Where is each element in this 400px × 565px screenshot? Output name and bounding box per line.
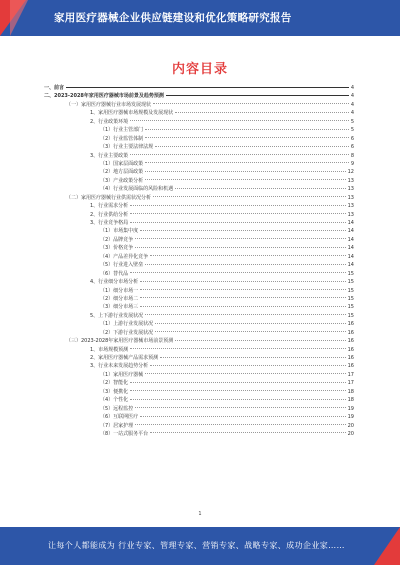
toc-entry-page: 13 [347,177,354,184]
toc-entry-label: （6）互联网医疗 [100,414,139,421]
toc-entry[interactable] [44,227,354,235]
toc-entry-page: 4 [350,110,354,117]
toc-entry-label: （2）细分市场二 [100,295,139,302]
toc-entry-label: 2、行业政策环境 [90,118,129,125]
toc-entry-label: （1）上游行业发展状况 [100,321,154,328]
toc-entry-label: （2）行业监管体制 [100,135,144,142]
toc-entry[interactable] [44,413,354,421]
toc-leader-dots [175,340,345,341]
toc-leader-dots [155,323,345,324]
toc-entry[interactable] [44,152,354,160]
toc-entry-page: 14 [347,236,354,243]
toc-entry[interactable] [44,396,354,404]
toc-entry-page: 19 [347,405,354,412]
toc-entry-label: （1）市场集中度 [100,228,139,235]
toc-entry-label: 3、行业主要政策 [90,152,129,159]
toc-entry-label: （3）产业政策分析 [100,177,144,184]
toc-entry[interactable] [44,92,354,100]
toc-leader-dots [135,238,345,239]
toc-entry[interactable] [44,143,354,151]
toc-entry[interactable] [44,270,354,278]
toc-entry[interactable] [44,312,354,320]
toc-entry-page: 16 [347,346,354,353]
toc-entry-page: 4 [350,93,354,100]
toc-entry-page: 5 [350,118,354,125]
toc-entry-page: 15 [347,279,354,286]
toc-entry-label: （一）家用医疗器械行业市场发展现状 [66,101,152,108]
toc-entry[interactable] [44,371,354,379]
toc-entry-page: 20 [347,430,354,437]
toc-entry[interactable] [44,84,354,92]
toc-leader-dots [175,112,349,113]
footer-slogan: 让每个人都能成为 行业专家、管理专家、营销专家、战略专家、成功企业家…… [48,541,345,550]
toc-entry-label: （4）产品差异化竞争 [100,253,149,260]
toc-entry-label: （5）远程监控 [100,405,134,412]
toc-entry-label: （7）居家护理 [100,422,134,429]
toc-entry-label: （3）便携化 [100,388,129,395]
toc-leader-dots [145,171,345,172]
toc-entry-page: 13 [347,211,354,218]
toc-entry[interactable] [44,244,354,252]
page-number: 1 [198,511,202,517]
toc-entry-page: 16 [347,321,354,328]
toc-entry[interactable] [44,253,354,261]
toc-entry[interactable] [44,236,354,244]
toc-entry-label: （2）下游行业发展状况 [100,329,154,336]
toc-entry-page: 13 [347,194,354,201]
toc-entry-page: 17 [347,380,354,387]
toc-entry-label: 2、行业供给分析 [90,211,129,218]
toc-leader-dots [145,179,345,180]
toc-entry[interactable] [44,219,354,227]
toc-leader-dots [130,154,349,155]
toc-entry-label: （三）2023-2028年家用医疗器械市场前景预测 [66,338,174,345]
toc-leader-dots [166,95,349,96]
toc-leader-dots [145,137,349,138]
toc-entry-page: 16 [347,338,354,345]
toc-entry-label: （3）细分市场三 [100,304,139,311]
toc-leader-dots [135,424,345,425]
toc-entry-label: （4）行业发展面临的风险和机遇 [100,186,174,193]
toc-entry-label: 5、上下游行业发展状况 [90,312,144,319]
toc-entry[interactable] [44,362,354,370]
toc-entry-label: （5）行业进入壁垒 [100,262,144,269]
toc-entry[interactable] [44,346,354,354]
toc-entry[interactable] [44,303,354,311]
toc-leader-dots [130,390,345,391]
toc-entry-label: 二、2023-2028年家用医疗器械市场前景及趋势预测 [44,93,164,100]
toc-leader-dots [135,247,345,248]
toc-entry-page: 8 [350,152,354,159]
toc-entry[interactable] [44,101,354,109]
toc-entry[interactable] [44,177,354,185]
toc-leader-dots [160,357,345,358]
toc-entry-page: 15 [347,295,354,302]
toc-entry[interactable] [44,388,354,396]
toc-entry-page: 5 [350,127,354,134]
toc-entry-label: 3、行业未来发展趋势分析 [90,363,149,370]
toc-entry-page: 13 [347,186,354,193]
toc-entry[interactable] [44,422,354,430]
toc-leader-dots [140,416,345,417]
toc-entry-page: 16 [347,355,354,361]
toc-entry[interactable] [44,295,354,303]
toc-heading: 内容目录 [171,62,228,77]
toc-entry-page: 4 [350,85,354,91]
toc-entry-label: （3）行业主要法律法规 [100,144,154,151]
toc-entry-page: 9 [350,160,354,167]
toc-leader-dots [150,255,345,256]
toc-entry-page: 14 [347,262,354,269]
toc-leader-dots [150,432,345,433]
toc-leader-dots [130,205,345,206]
toc-entry[interactable] [44,287,354,295]
toc-entry-page: 14 [347,228,354,235]
toc-leader-dots [130,399,345,400]
toc-entry[interactable] [44,185,354,193]
toc-entry[interactable] [44,405,354,413]
toc-entry[interactable] [44,354,354,362]
toc-entry-page: 6 [350,144,354,151]
toc-entry-label: 一、前言 [44,85,65,91]
toc-entry-page: 16 [347,363,354,370]
toc-entry-label: 1、行业需求分析 [90,203,129,210]
toc-leader-dots [150,365,345,366]
toc-entry-label: 1、家用医疗器械市场规模及发展现状 [90,110,174,117]
toc-entry-page: 15 [347,304,354,311]
toc-entry-page: 18 [347,388,354,395]
toc-leader-dots [130,348,345,349]
header-accent-stripe [10,0,28,36]
toc-entry-label: （8）一站式服务平台 [100,430,149,437]
toc-entry[interactable] [44,337,354,345]
toc-entry[interactable] [44,160,354,168]
toc-entry[interactable] [44,261,354,269]
toc-leader-dots [145,129,349,130]
toc-entry-page: 15 [347,270,354,277]
toc-leader-dots [140,306,345,307]
toc-entry-page: 14 [347,245,354,252]
toc-entry[interactable] [44,168,354,176]
toc-leader-dots [135,407,345,408]
toc-leader-dots [130,213,345,214]
toc-entry-page: 14 [347,220,354,226]
toc-leader-dots [140,289,345,290]
toc-leader-dots [155,331,345,332]
toc-leader-dots [145,264,345,265]
toc-leader-dots [130,272,345,273]
toc-leader-dots [155,146,349,147]
toc-entry[interactable] [44,135,354,143]
toc-entry-page: 18 [347,397,354,404]
toc-entry-label: 3、行业竞争格局 [90,220,129,226]
toc-leader-dots [140,297,345,298]
toc-leader-dots [130,120,349,121]
toc-entry[interactable] [44,320,354,328]
toc-entry-page: 16 [347,329,354,336]
toc-entry[interactable] [44,126,354,134]
toc-entry-label: （1）家用医疗器械 [100,371,144,378]
toc-entry[interactable] [44,194,354,202]
page-footer [0,527,400,565]
toc-entry[interactable] [44,109,354,117]
toc-entry[interactable] [44,329,354,337]
toc-leader-dots [130,222,345,223]
toc-leader-dots [140,281,345,282]
toc-leader-dots [153,103,349,104]
toc-entry-label: 1、市场规模预测 [90,346,129,353]
toc-entry-label: （6）替代品 [100,270,129,277]
toc-entry-page: 6 [350,135,354,142]
toc-entry-page: 15 [347,312,354,319]
toc-entry-label: （2）品牌竞争 [100,236,134,243]
toc-entry-page: 13 [347,203,354,210]
toc-entry[interactable] [44,211,354,219]
toc-leader-dots [145,314,345,315]
toc-entry-page: 4 [350,101,354,108]
toc-entry-label: 4、行业细分市场分析 [90,279,139,286]
toc-entry-label: （2）智能化 [100,380,129,387]
toc-entry-label: （3）价格竞争 [100,245,134,252]
toc-entry-label: （4）个性化 [100,397,129,404]
toc-leader-dots [145,162,349,163]
toc-entry-page: 15 [347,287,354,294]
page-header [0,0,400,36]
toc-entry-label: （二）家用医疗器械行业供需状况分析 [66,194,152,201]
toc-entry-label: 2、家用医疗器械产品需求预测 [90,355,159,361]
toc-leader-dots [130,382,345,383]
toc-entry[interactable] [44,379,354,387]
toc-entry-page: 19 [347,414,354,421]
toc-leader-dots [153,196,346,197]
toc-entry-page: 14 [347,253,354,260]
toc-entry-page: 17 [347,371,354,378]
toc-leader-dots [140,230,345,231]
toc-entry-label: （1）细分市场一 [100,287,139,294]
table-of-contents [44,84,354,438]
toc-entry[interactable] [44,278,354,286]
report-title: 家用医疗器械企业供应链建设和优化策略研究报告 [54,12,292,24]
toc-entry-page: 12 [347,169,354,176]
toc-leader-dots [175,188,345,189]
toc-entry[interactable] [44,118,354,126]
toc-entry[interactable] [44,202,354,210]
footer-red-stripe [374,527,400,565]
toc-entry-label: （1）行业主管部门 [100,127,144,134]
toc-entry-label: （2）地方层面政策 [100,169,144,176]
toc-entry-label: （1）国家层面政策 [100,160,144,167]
toc-entry-page: 20 [347,422,354,429]
toc-leader-dots [66,87,349,88]
toc-entry[interactable] [44,430,354,438]
toc-leader-dots [145,373,345,374]
